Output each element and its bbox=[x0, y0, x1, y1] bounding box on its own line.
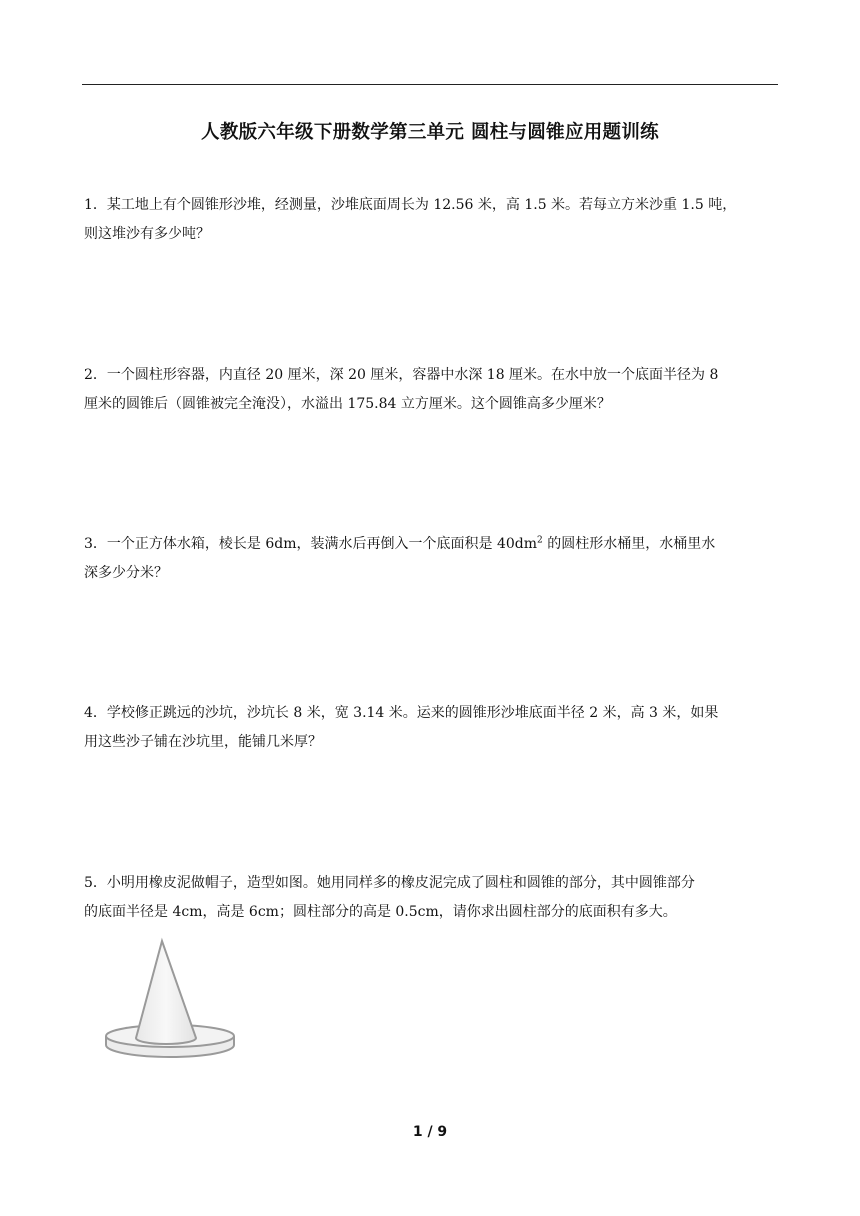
question-4 bbox=[84, 699, 778, 757]
question-1-line-1: 1．某工地上有个圆锥形沙堆，经测量，沙堆底面周长为 12.56 米，高 1.5 米。若每立方米沙重 1.5 吨， bbox=[84, 197, 737, 213]
question-5 bbox=[84, 869, 778, 927]
question-2-line-2: 厘米的圆锥后（圆锥被完全淹没），水溢出 175.84 立方厘米。这个圆锥高多少厘米？ bbox=[84, 396, 611, 412]
question-4-line-2: 用这些沙子铺在沙坑里，能铺几米厚？ bbox=[84, 734, 322, 750]
question-4-line-1: 4．学校修正跳远的沙坑，沙坑长 8 米，宽 3.14 米。运来的圆锥形沙堆底面半径 2 米，高 3 米，如果 bbox=[84, 705, 719, 721]
question-2 bbox=[84, 361, 778, 419]
question-5-line-2: 的底面半径是 4cm，高是 6cm；圆柱部分的高是 0.5cm，请你求出圆柱部分的底面积有多大。 bbox=[84, 904, 677, 920]
cone-hat-figure bbox=[100, 935, 240, 1061]
question-3-text-b: 的圆柱形水桶里，水桶里水 bbox=[542, 536, 716, 552]
question-3-line-1 bbox=[84, 530, 778, 559]
question-2-line-1: 2．一个圆柱形容器，内直径 20 厘米，深 20 厘米，容器中水深 18 厘米。在水中放一个底面半径为 8 bbox=[84, 367, 719, 383]
question-3-line-2: 深多少分米？ bbox=[84, 565, 168, 581]
question-5-line-1: 5．小明用橡皮泥做帽子，造型如图。她用同样多的橡皮泥完成了圆柱和圆锥的部分，其中圆锥部分 bbox=[84, 875, 695, 891]
header-rule bbox=[82, 84, 778, 85]
page-title: 人教版六年级下册数学第三单元 圆柱与圆锥应用题训练 bbox=[201, 122, 659, 143]
page-number: 1 / 9 bbox=[412, 1124, 448, 1140]
question-1 bbox=[84, 191, 778, 249]
question-1-line-2: 则这堆沙有多少吨？ bbox=[84, 226, 210, 242]
question-3 bbox=[84, 530, 778, 588]
question-3-text-a: 3．一个正方体水箱，棱长是 6dm，装满水后再倒入一个底面积是 40dm bbox=[84, 536, 538, 552]
superscript-exponent: 2 bbox=[537, 535, 543, 546]
